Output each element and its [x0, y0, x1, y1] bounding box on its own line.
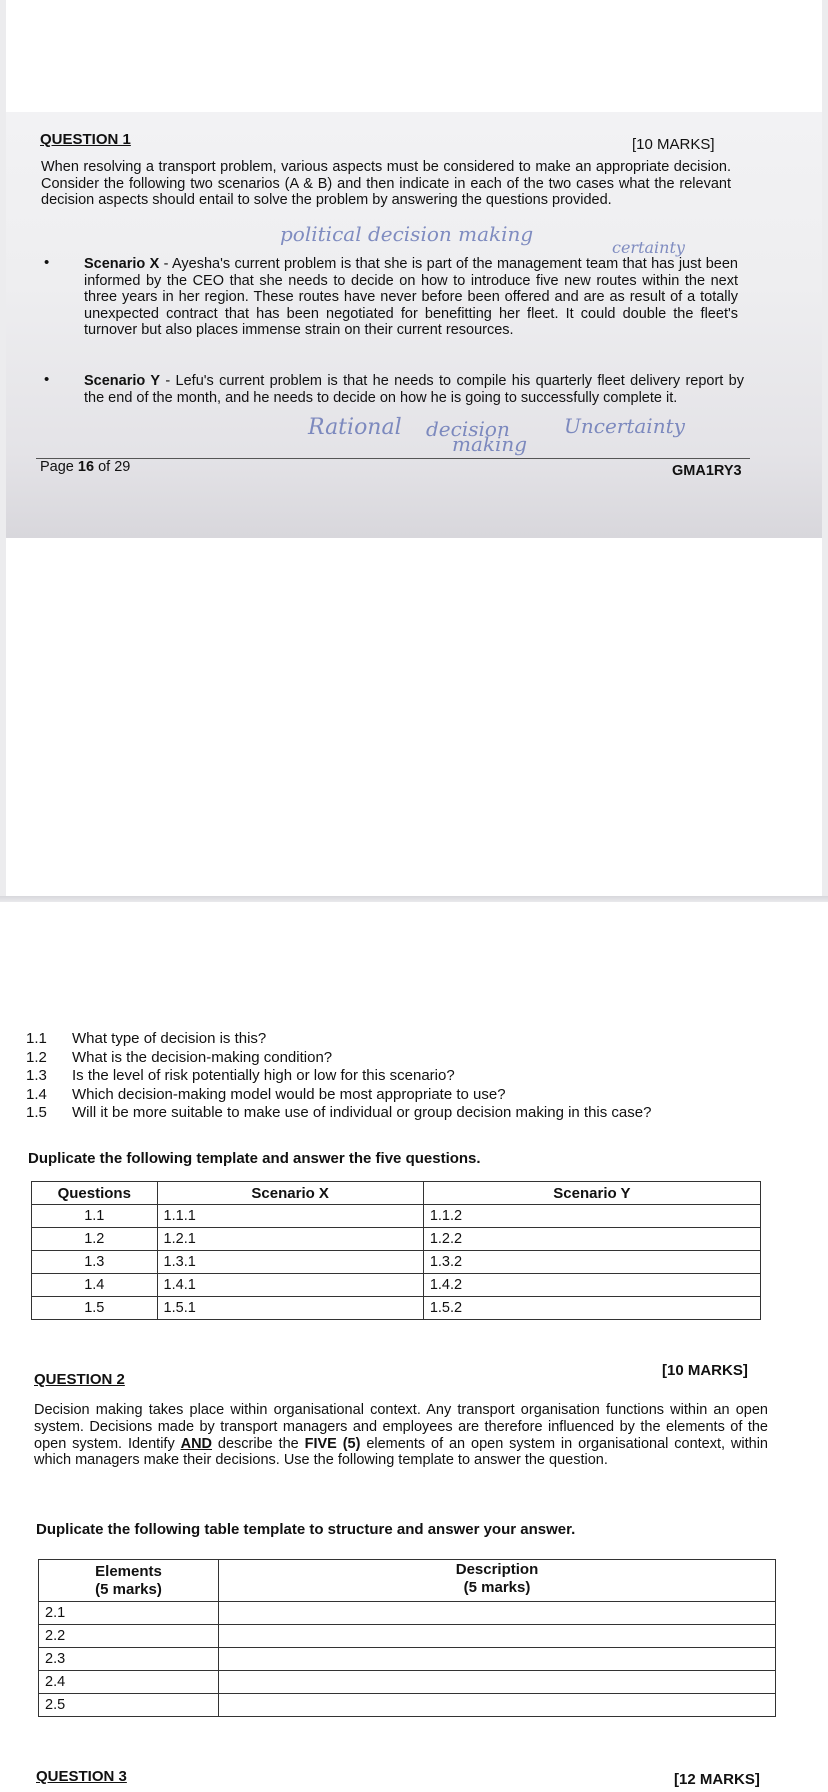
table-row: 2.5 — [39, 1694, 776, 1717]
table-header: Scenario X — [157, 1182, 423, 1205]
question-1-marks: [10 MARKS] — [632, 136, 715, 153]
question-1-intro: When resolving a transport problem, various aspects must be considered to make an appropriate decision. Consider the following two scenarios (A & B) and then indicate in each of the two cases what the relevant decision aspects should entail to solve the problem by answering the questions provided. — [41, 159, 731, 208]
exam-page-1 — [0, 0, 828, 540]
exam-page-2 — [0, 902, 828, 1792]
table-row: 2.4 — [39, 1671, 776, 1694]
scenario-x — [84, 256, 738, 339]
duplicate-template-instruction: Duplicate the following template and answer the five questions. — [28, 1150, 481, 1167]
question-3-title: QUESTION 3 — [36, 1768, 127, 1785]
scenario-x-text: - Ayesha's current problem is that she is part of the management team that has just been informed by the CEO that she needs to decide on how to introduce five new routes within the next three years in her region. These routes have never before been offered and are as result of a totally unexpected contract that has been negotiated for benefitting her fleet. It could double the fleet's turnover but also places immense strain on their current resources. — [84, 256, 738, 338]
scenario-y-text: - Lefu's current problem is that he needs to compile his quarterly fleet delivery report by the end of the month, and he needs to decide on how he is going to successfully complete it. — [84, 373, 744, 406]
question-2-text: Decision making takes place within organisational context. Any transport organisation functions within an open system. Decisions made by transport managers and employees are therefore influenced by the elements of the open system. Identify AND describe the FIVE (5) elements of an open system in organisational context, within which managers make their decisions. Use the following template to answer the question. — [34, 1402, 768, 1469]
table-row: 2.1 — [39, 1602, 776, 1625]
scenario-y — [84, 373, 744, 406]
table-row: 2.3 — [39, 1648, 776, 1671]
table-row: 1.4 1.4.1 1.4.2 — [32, 1274, 761, 1297]
answer-template-table-1 — [31, 1181, 761, 1320]
table-header: Description (5 marks) — [219, 1560, 776, 1602]
bullet-x: • — [44, 254, 50, 271]
table-row: 1.2 1.2.1 1.2.2 — [32, 1228, 761, 1251]
question-1-title: QUESTION 1 — [40, 131, 131, 148]
handwritten-political: political decision making — [280, 222, 534, 246]
course-code: GMA1RY3 — [672, 463, 742, 479]
table-row: 2.2 — [39, 1625, 776, 1648]
handwritten-rational: Rational — [308, 415, 402, 440]
table-row: 1.5 1.5.1 1.5.2 — [32, 1297, 761, 1320]
footer-rule — [36, 458, 750, 459]
question-item: 1.3 Is the level of risk potentially high or low for this scenario? — [26, 1067, 455, 1084]
table-header: Scenario Y — [423, 1182, 760, 1205]
question-item: 1.1 What type of decision is this? — [26, 1030, 267, 1047]
question-item: 1.4 Which decision-making model would be most appropriate to use? — [26, 1085, 506, 1103]
handwritten-making: making — [452, 432, 528, 456]
table-header: Questions — [32, 1182, 158, 1205]
handwritten-certainty: certainty — [612, 238, 685, 257]
scenario-y-label: Scenario Y — [84, 373, 161, 389]
bullet-y: • — [44, 371, 50, 388]
table-row: 1.3 1.3.1 1.3.2 — [32, 1251, 761, 1274]
question-3-marks: [12 MARKS] — [674, 1771, 760, 1788]
handwritten-uncertainty: Uncertainty — [564, 414, 685, 438]
page-number: Page 16 of 29 — [40, 459, 131, 475]
question-2-marks: [10 MARKS] — [662, 1362, 748, 1379]
answer-template-table-2 — [38, 1559, 776, 1717]
question-2-title: QUESTION 2 — [34, 1371, 125, 1388]
question-list — [26, 1030, 746, 1123]
question-item: 1.2 What is the decision-making condition? — [26, 1048, 333, 1066]
duplicate-table-instruction: Duplicate the following table template to structure and answer your answer. — [36, 1521, 576, 1538]
handwritten-decision: decision — [426, 417, 510, 441]
scenario-x-label: Scenario X — [84, 256, 160, 272]
table-header: Elements (5 marks) — [39, 1560, 219, 1602]
question-item: 1.5 Will it be more suitable to make use of individual or group decision making in this case? — [26, 1104, 652, 1121]
table-row: 1.1 1.1.1 1.1.2 — [32, 1205, 761, 1228]
